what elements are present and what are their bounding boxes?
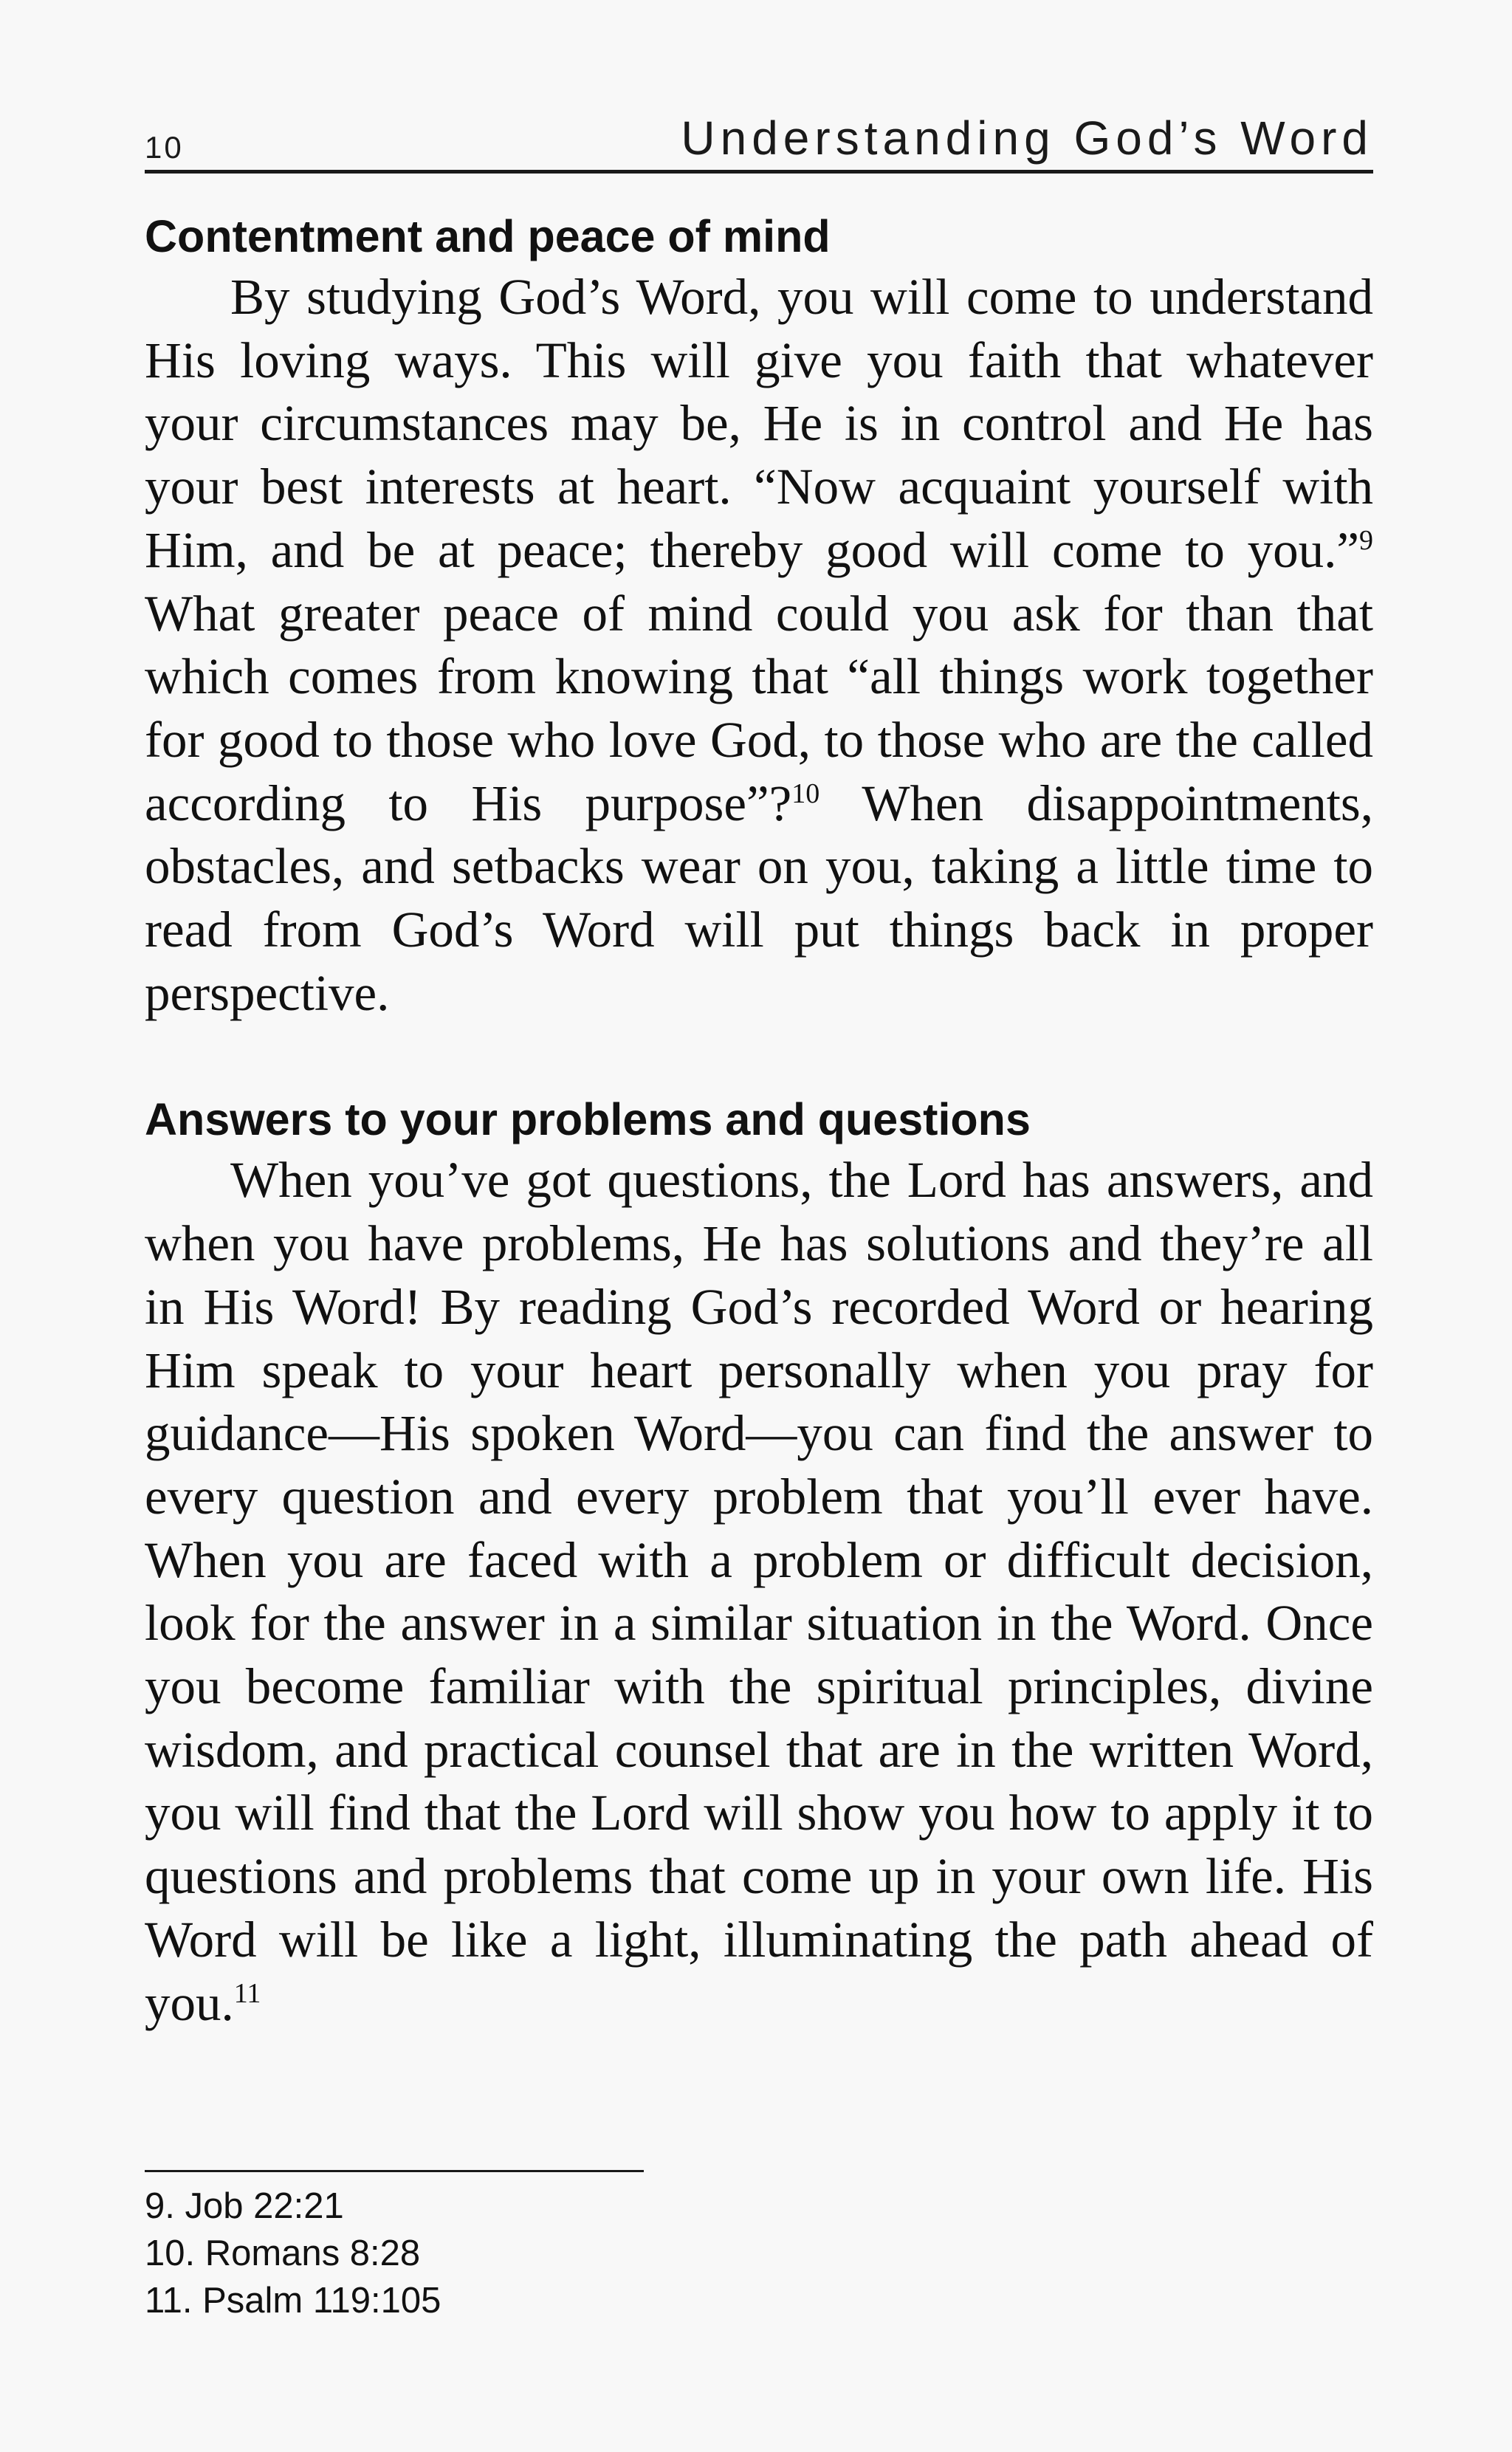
footnote-10: 10. Romans 8:28 <box>145 2233 421 2273</box>
section-spacer <box>145 1025 1373 1090</box>
page-number: 10 <box>145 130 184 165</box>
running-title: Understanding God’s Word <box>681 111 1373 165</box>
paragraph-text: When you’ve got questions, the Lord has answers, and when you have problems, He has solutions and they’re all in His Word! By reading God’s recorded Word or hearing Him speak to your heart personally when you pray for guidance—His spoken Word—you can find the answer to every question and every problem that you’ll ever have. When you are faced with a problem or difficult decision, look for the answer in a similar situation in the Word. Once you become familiar with the spiritual principles, divine wisdom, and practical counsel that are in the written Word, you will find that the Lord will show you how to apply it to questions and problems that come up in your own life. His Word will be like a light, illuminating the path ahead of you. <box>145 1152 1373 2031</box>
page-header <box>145 103 1373 174</box>
paragraph-text: By studying God’s Word, you will come to understand His loving ways. This will give you faith that whatever your circumstances may be, He is in control and He has your best interests at heart. “Now acquaint yourself with Him, and be at peace; thereby good will come to you.” <box>145 269 1373 578</box>
paragraph-text: When disappointments, obstacles, and setbacks wear on you, taking a little time to read from God’s Word will put things back in proper perspective. <box>145 775 1373 1021</box>
footnote-9: 9. Job 22:21 <box>145 2186 344 2226</box>
paragraph-contentment <box>145 266 1373 1025</box>
footnotes <box>145 2183 441 2324</box>
footnote-11: 11. Psalm 119:105 <box>145 2281 441 2321</box>
paragraph-text: What greater peace of mind could you ask for than that which comes from knowing that “all things work together for good to those who love God, to those who are the called according to His purpose”? <box>145 585 1373 831</box>
footnote-divider <box>145 2170 644 2172</box>
footnote-reference-9: 9 <box>1359 524 1373 556</box>
footnote-reference-11: 11 <box>233 1977 261 2009</box>
section-heading-answers: Answers to your problems and questions <box>145 1094 1031 1145</box>
page-body <box>145 207 1373 2035</box>
paragraph-answers <box>145 1149 1373 2035</box>
footnote-reference-10: 10 <box>791 777 820 809</box>
section-heading-contentment: Contentment and peace of mind <box>145 211 831 261</box>
